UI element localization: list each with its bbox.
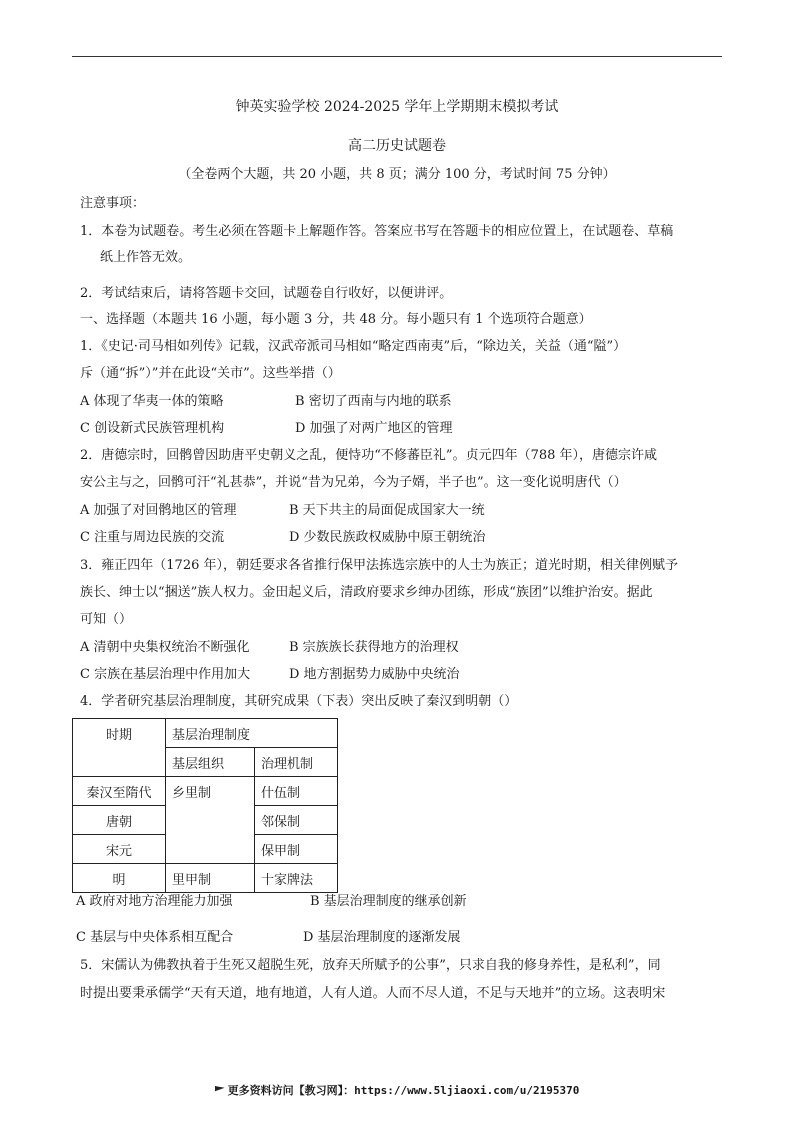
section-heading: 一、选择题（本题共 16 小题，每小题 3 分，共 48 分。每小题只有 1 个选项符合题意） [80,312,592,327]
question-1-stem: 1．《史记·司马相如列传》记载，汉武帝派司马相如“略定西南夷”后，“除边关，关益（通“隘”） [80,339,627,354]
question-3-option-d: D 地方割据势力威胁中央统治 [289,667,460,682]
governance-table [72,718,338,893]
exam-info: （全卷两个大题，共 20 小题，共 8 页；满分 100 分，考试时间 75 分钟） [178,167,616,182]
question-3-option-a: A 清朝中央集权统治不断强化 [80,640,250,655]
question-3-stem: 3．雍正四年（1726 年），朝廷要求各省推行保甲法拣选宗族中的人士为族正；道光时期，相关律例赋予 [80,558,678,573]
question-4-option-d: D 基层治理制度的逐渐发展 [303,930,461,945]
table-cell-period: 秦汉至隋代 [73,777,166,806]
question-1-option-b: B 密切了西南与内地的联系 [295,394,452,409]
table-header-org: 基层组织 [166,748,255,777]
table-cell-mech: 邻保制 [255,806,338,835]
table-header-system: 基层治理制度 [166,719,338,748]
question-4-option-a: A 政府对地方治理能力加强 [76,894,233,909]
question-2-stem-cont: 安公主与之，回鹘可汗“礼甚恭”，并说“昔为兄弟，今为子婿，半子也”。这一变化说明唐代（） [80,475,627,490]
question-1-option-d: D 加强了对两广地区的管理 [295,421,453,436]
question-4-option-c: C 基层与中央体系相互配合 [76,930,234,945]
question-1-stem-cont: 斥（通“拆”）”并在此设“关市”。这些举措（） [80,366,341,381]
table-cell-period: 明 [73,864,166,893]
table-cell-mech: 什伍制 [255,777,338,806]
question-5-stem-cont: 时提出要秉承儒学“天有天道，地有地道，人有人道。人而不尽人道，不足与天地并”的立场。这表明宋 [80,986,666,1001]
table-cell-org: 里甲制 [166,864,255,893]
exam-subtitle: 高二历史试题卷 [348,138,446,154]
footer [0,1082,794,1098]
table-cell-mech: 十家牌法 [255,864,338,893]
header-rule [72,56,722,57]
table-header-mech: 治理机制 [255,748,338,777]
flag-icon [215,1086,225,1095]
notice-item-1: 1．本卷为试题卷。考生必须在答题卡上解题作答。答案应书写在答题卡的相应位置上，在试题卷、草稿 [80,224,674,239]
table-cell-period: 宋元 [73,835,166,864]
question-3-option-b: B 宗族族长获得地方的治理权 [289,640,459,655]
question-2-stem: 2．唐德宗时，回鹘曾因助唐平史朝义之乱，便恃功“不修蕃臣礼”。贞元四年（788 年），唐德宗许咸 [80,448,658,463]
question-2-option-c: C 注重与周边民族的交流 [80,530,225,545]
table-cell-mech: 保甲制 [255,835,338,864]
table-cell-period: 唐朝 [73,806,166,835]
question-4-option-b: B 基层治理制度的继承创新 [310,894,467,909]
exam-title: 钟英实验学校 2024-2025 学年上学期期末模拟考试 [235,99,559,115]
question-2-option-d: D 少数民族政权威胁中原王朝统治 [289,530,486,545]
notice-heading: 注意事项： [80,196,146,211]
question-1-option-a: A 体现了华夷一体的策略 [80,394,224,409]
question-3-stem-cont-2: 可知（） [80,612,133,627]
notice-item-2: 2．考试结束后，请将答题卡交回，试题卷自行收好，以便讲评。 [80,286,453,301]
question-3-stem-cont: 族长、绅士以“捆送”族人权力。金田起义后，清政府要求乡绅办团练，形成“族团”以维护治安。据此 [80,585,653,600]
table-cell-org: 乡里制 [166,777,255,864]
question-3-option-c: C 宗族在基层治理中作用加大 [80,667,251,682]
question-1-option-c: C 创设新式民族管理机构 [80,421,225,436]
question-5-stem: 5．宋儒认为佛教执着于生死又超脱生死，放弃天所赋予的公事”，只求自我的修身养性，是私利”，同 [80,958,661,973]
question-2-option-b: B 天下共主的局面促成国家大一统 [289,503,485,518]
question-2-option-a: A 加强了对回鹘地区的管理 [80,503,237,518]
footer-link[interactable]: 更多资料访问【教习网】：https://www.5ljiaoxi.com/u/2195370 [227,1084,580,1097]
table-header-period: 时期 [73,719,166,777]
question-4-stem: 4．学者研究基层治理制度，其研究成果（下表）突出反映了秦汉到明朝（） [80,694,518,709]
notice-item-1-cont: 纸上作答无效。 [100,250,192,265]
